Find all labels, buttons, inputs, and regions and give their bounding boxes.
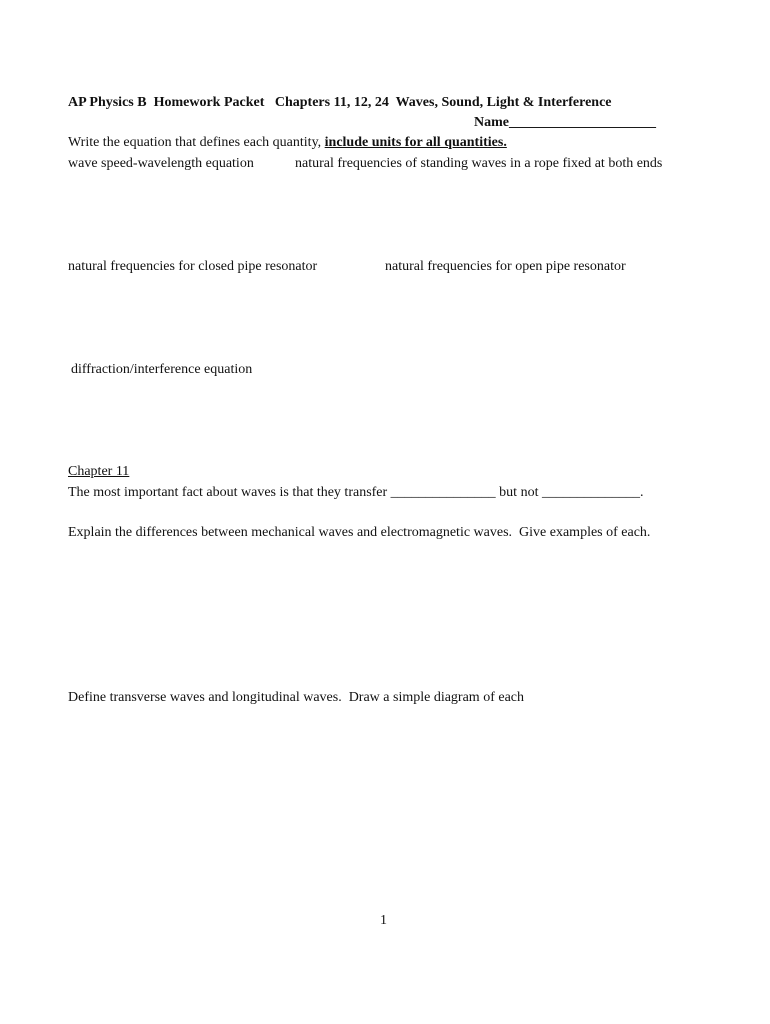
page-number: 1 — [380, 913, 387, 928]
chapter-heading: Chapter 11 — [68, 464, 130, 479]
name-field: Name_____________________ — [474, 115, 656, 130]
prompt-open-pipe: natural frequencies for open pipe resonator — [385, 259, 626, 274]
prompt-rope-standing-waves: natural frequencies of standing waves in a rope fixed at both ends — [295, 156, 663, 171]
page-title: AP Physics B Homework Packet Chapters 11, 12, 24 Waves, Sound, Light & Interference — [68, 95, 612, 110]
question-mechanical-vs-em: Explain the differences between mechanical waves and electromagnetic waves. Give examples of each. — [68, 525, 651, 540]
instructions — [68, 134, 507, 152]
instructions-emphasis: include units for all quantities. — [324, 135, 507, 150]
prompt-diffraction: diffraction/interference equation — [71, 362, 253, 377]
question-transverse-longitudinal: Define transverse waves and longitudinal waves. Draw a simple diagram of each — [68, 690, 525, 705]
instructions-text: Write the equation that defines each quantity, — [68, 135, 325, 150]
prompt-closed-pipe: natural frequencies for closed pipe resonator — [68, 259, 318, 274]
question-waves-transfer: The most important fact about waves is that they transfer _______________ but not ______________. — [68, 485, 644, 500]
prompt-wave-speed: wave speed-wavelength equation — [68, 156, 254, 171]
